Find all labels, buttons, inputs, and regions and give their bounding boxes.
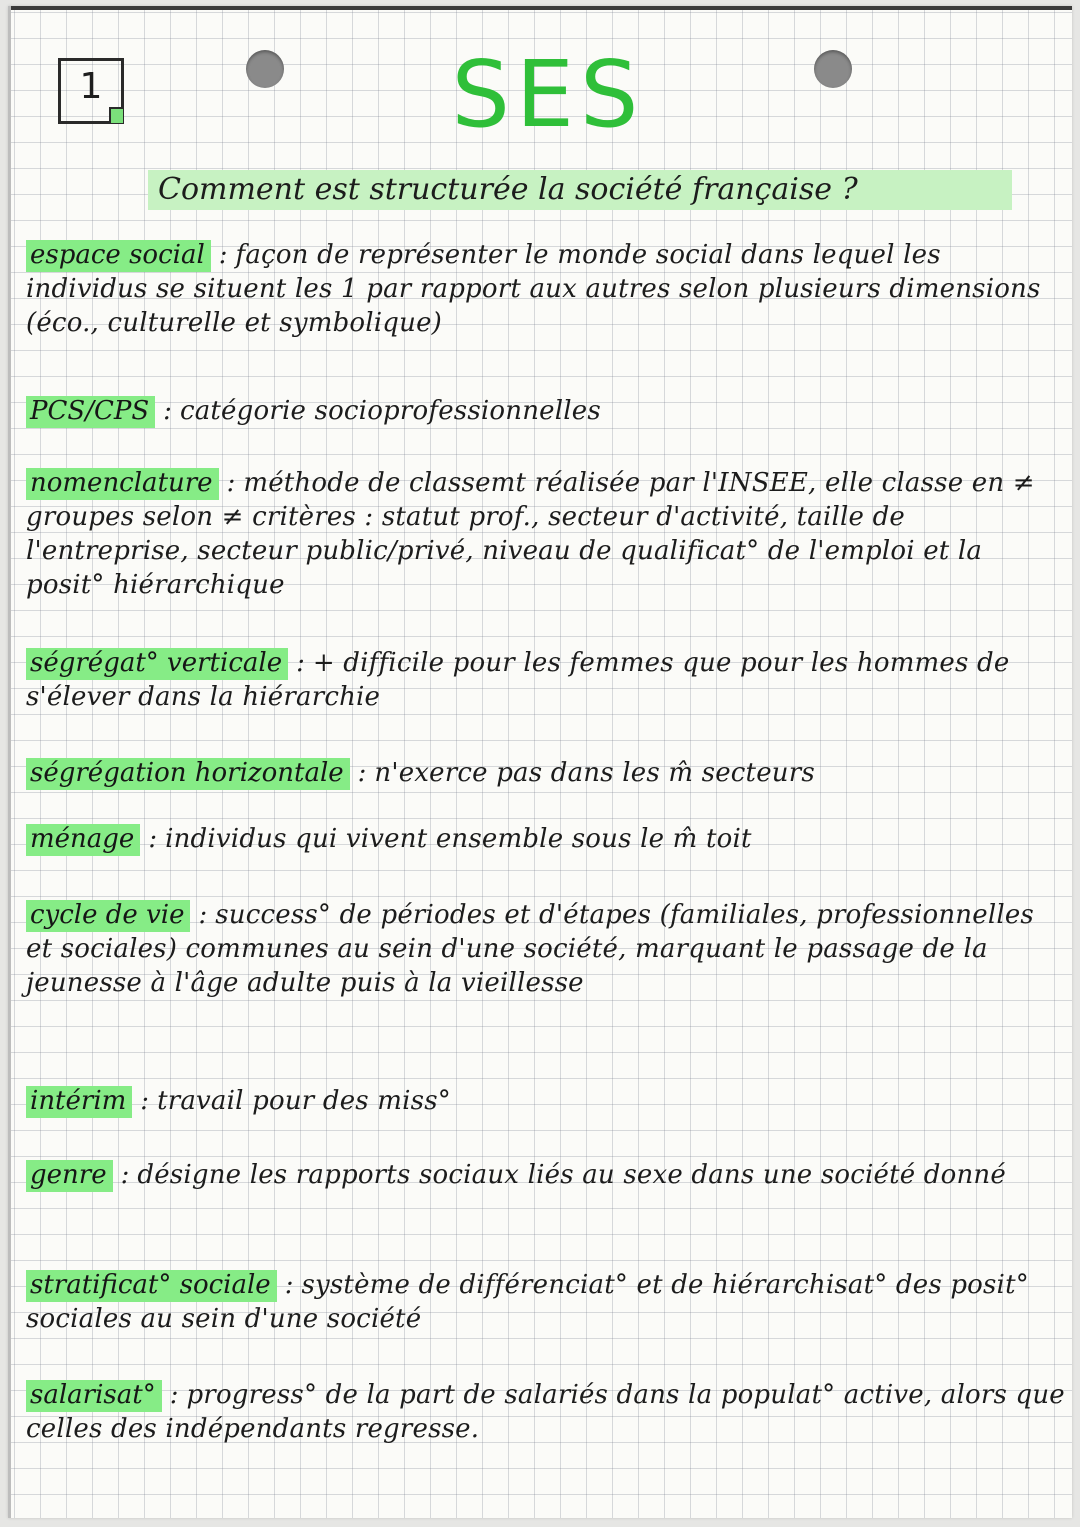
definition-term: genre <box>26 1160 113 1192</box>
definition-text: travail pour des miss° <box>157 1086 451 1116</box>
definition-text: système de différenciat° et de hiérarchisat° des posit° sociales au sein d'une société <box>26 1270 1029 1334</box>
page-subtitle: Comment est structurée la société française ? <box>148 170 1012 210</box>
definition-item: genre : désigne les rapports sociaux liés au sexe dans une société donné <box>26 1158 1066 1192</box>
page-number-box <box>58 58 124 124</box>
definition-item: ségrégation horizontale : n'exerce pas dans les m̂ secteurs <box>26 756 1066 790</box>
definition-term: espace social <box>26 240 211 272</box>
definition-item: ménage : individus qui vivent ensemble sous le m̂ toit <box>26 822 1066 856</box>
page-number-corner-mark <box>109 107 123 123</box>
definition-term: salarisat° <box>26 1380 162 1412</box>
definition-term: ségrégat° verticale <box>26 648 288 680</box>
definition-text: catégorie socioprofessionnelles <box>179 396 601 426</box>
definition-item: cycle de vie : success° de périodes et d'étapes (familiales, professionnelles et sociales) communes au sein d'une société, marquant le passage de la jeunesse à l'âge adulte puis à la vieillesse <box>26 900 1034 998</box>
binder-hole-left <box>246 50 284 88</box>
definition-term: ménage <box>26 824 140 856</box>
page-left-rule <box>8 6 11 1518</box>
definition-text: success° de périodes et d'étapes (familiales, professionnelles et sociales) communes au sein d'une société, marquant le passage de la jeunesse à l'âge adulte puis à la vieillesse <box>26 900 1034 998</box>
definition-term: cycle de vie <box>26 900 190 932</box>
definition-item: intérim : travail pour des miss° <box>26 1084 1066 1118</box>
definition-text: désigne les rapports sociaux liés au sexe dans une société donné <box>137 1160 1006 1190</box>
definition-text: progress° de la part de salariés dans la populat° active, alors que celles des indépendants regresse. <box>26 1380 1065 1444</box>
definition-term: nomenclature <box>26 468 219 500</box>
definition-term: ségrégation horizontale <box>26 758 350 790</box>
binder-hole-right <box>814 50 852 88</box>
definition-item: stratificat° sociale : système de différenciat° et de hiérarchisat° des posit° sociales au sein d'une société <box>26 1270 1029 1334</box>
page-number: 1 <box>79 66 103 107</box>
definition-text: façon de représenter le monde social dans lequel les individus se situent les 1 par rapport aux autres selon plusieurs dimensions (éco., culturelle et symbolique) <box>26 240 1041 338</box>
definition-text: + difficile pour les femmes que pour les hommes de s'élever dans la hiérarchie <box>26 648 1010 712</box>
page-title: SES <box>451 41 645 148</box>
definition-text: méthode de classemt réalisée par l'INSEE, elle classe en ≠ groupes selon ≠ critères : statut prof., secteur d'activité, taille de l'entreprise, secteur public/privé, niveau de qualificat° de l'emploi et la posit° hiérarchique <box>26 468 1035 600</box>
definition-item: salarisat° : progress° de la part de salariés dans la populat° active, alors que celles des indépendants regresse. <box>26 1380 1065 1444</box>
definition-item: PCS/CPS : catégorie socioprofessionnelles <box>26 394 1066 428</box>
definition-item: ségrégat° verticale : + difficile pour les femmes que pour les hommes de s'élever dans la hiérarchie <box>26 648 1010 712</box>
definition-item: espace social : façon de représenter le monde social dans lequel les individus se situent les 1 par rapport aux autres selon plusieurs dimensions (éco., culturelle et symbolique) <box>26 240 1041 338</box>
notebook-page <box>8 6 1072 1518</box>
definition-term: intérim <box>26 1086 132 1118</box>
definition-text: individus qui vivent ensemble sous le m̂ toit <box>165 824 752 854</box>
definition-term: stratificat° sociale <box>26 1270 277 1302</box>
definition-text: n'exerce pas dans les m̂ secteurs <box>374 758 815 788</box>
definition-term: PCS/CPS <box>26 396 155 428</box>
page-top-rule <box>8 6 1072 10</box>
definition-item: nomenclature : méthode de classemt réalisée par l'INSEE, elle classe en ≠ groupes selon ≠ critères : statut prof., secteur d'activité, taille de l'entreprise, secteur public/privé, niveau de qualificat° de l'emploi et la posit° hiérarchique <box>26 468 1035 600</box>
